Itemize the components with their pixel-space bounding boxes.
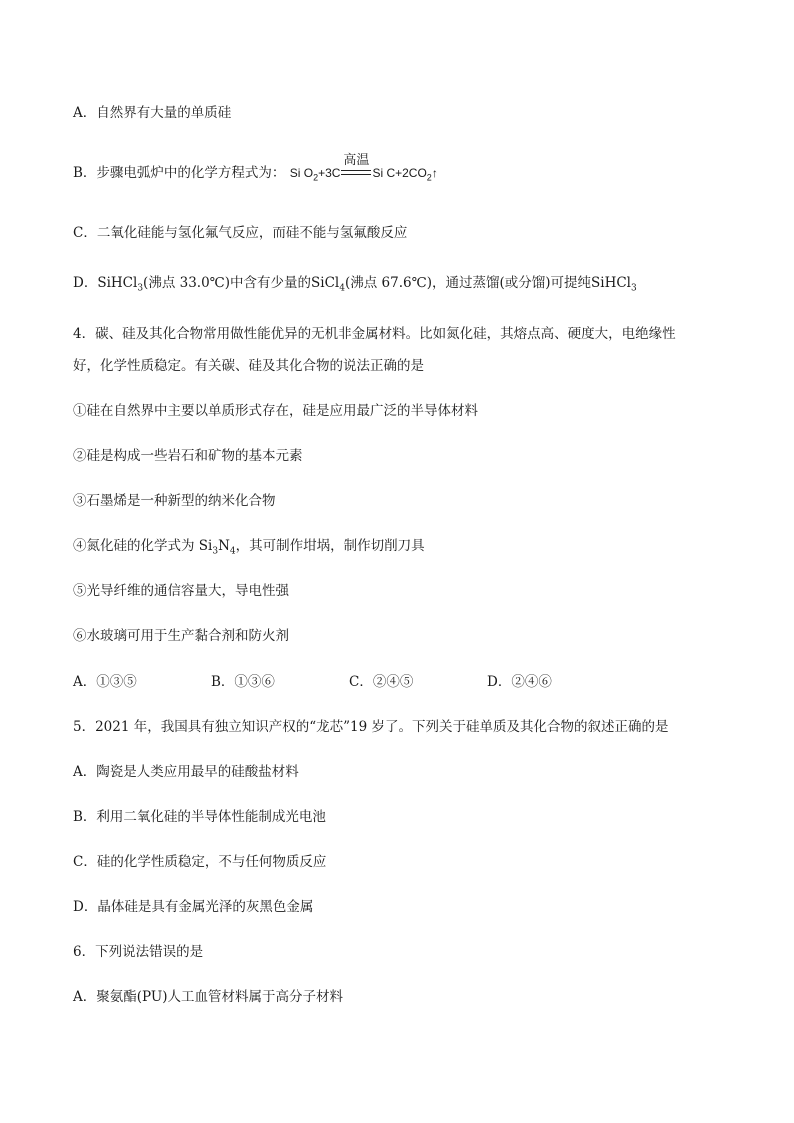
statement-4-sub1: 3 xyxy=(212,546,219,557)
option-a-line xyxy=(73,103,231,123)
question-4-line1 xyxy=(73,324,676,344)
eq-left: Si O xyxy=(289,166,314,180)
option-c[interactable]: C．②④⑤ xyxy=(349,674,414,690)
condition-text: 高温 xyxy=(343,153,370,168)
option-b-prefix: B．步骤电弧炉中的化学方程式为： xyxy=(73,165,286,181)
eq-sub1: 2 xyxy=(313,172,319,183)
option-d-a: D．SiHCl xyxy=(73,275,138,291)
question-5 xyxy=(73,717,669,737)
statement-5 xyxy=(73,581,289,601)
statement-5-text: ⑤光导纤维的通信容量大，导电性强 xyxy=(73,583,289,599)
question-4-options xyxy=(73,672,625,692)
eq-right: Si C+2CO xyxy=(372,166,427,180)
option-b-line xyxy=(73,153,438,187)
question-5-option-d-text: D．晶体硅是具有金属光泽的灰黑色金属 xyxy=(73,899,314,915)
statement-4-b: N xyxy=(218,538,230,554)
option-d-line xyxy=(73,273,637,299)
option-a[interactable]: A．①③⑤ xyxy=(73,674,137,690)
statement-4-sub2: 4 xyxy=(229,546,236,557)
eq-mid: +3C xyxy=(318,166,341,180)
statement-3 xyxy=(73,491,276,511)
statement-2-text: ②硅是构成一些岩石和矿物的基本元素 xyxy=(73,448,303,464)
question-5-option-c-text: C．硅的化学性质稳定，不与任何物质反应 xyxy=(73,854,327,870)
gas-arrow-icon: ↑ xyxy=(431,166,438,180)
question-5-option-c xyxy=(73,852,326,872)
chemical-equation xyxy=(289,153,438,187)
question-6-option-a xyxy=(73,987,343,1007)
option-b[interactable]: B．①③⑥ xyxy=(211,674,275,690)
option-d-sub1: 3 xyxy=(137,283,144,294)
option-d-sub3: 3 xyxy=(631,283,637,294)
statement-2 xyxy=(73,446,303,466)
question-6-option-a-text: A．聚氨酯(PU)人工血管材料属于高分子材料 xyxy=(73,989,344,1005)
statement-3-text: ③石墨烯是一种新型的纳米化合物 xyxy=(73,493,276,509)
option-c-text: C．二氧化硅能与氢化氟气反应，而硅不能与氢氟酸反应 xyxy=(73,225,408,241)
question-4-text-1: 4．碳、硅及其化合物常用做性能优异的无机非金属材料。比如氮化硅，其熔点高、硬度大，电绝缘性 xyxy=(73,326,676,342)
question-5-option-a-text: A．陶瓷是人类应用最早的硅酸盐材料 xyxy=(73,764,299,780)
question-6 xyxy=(73,942,203,962)
reaction-condition xyxy=(341,153,371,183)
question-4-line2 xyxy=(73,356,424,376)
statement-4-a: ④氮化硅的化学式为 Si xyxy=(73,538,213,554)
question-4-text-2: 好，化学性质稳定。有关碳、硅及其化合物的说法正确的是 xyxy=(73,358,424,374)
statement-1 xyxy=(73,401,478,421)
statement-6 xyxy=(73,626,289,646)
option-c-line xyxy=(73,223,407,243)
statement-4-c: ，其可制作坩埚，制作切削刀具 xyxy=(235,538,425,554)
option-d-b: (沸点 33.0℃)中含有少量的SiCl xyxy=(143,275,340,291)
option-d-c: (沸点 67.6℃)，通过蒸馏(或分馏)可提纯SiHCl xyxy=(344,275,631,291)
statement-4 xyxy=(73,536,425,562)
question-5-text: 5．2021 年，我国具有独立知识产权的“龙芯”19 岁了。下列关于硅单质及其化合物的叙述正确的是 xyxy=(73,719,669,735)
question-5-option-d xyxy=(73,897,313,917)
option-a-text: A．自然界有大量的单质硅 xyxy=(73,105,232,121)
statement-6-text: ⑥水玻璃可用于生产黏合剂和防火剂 xyxy=(73,628,289,644)
option-d[interactable]: D．②④⑥ xyxy=(487,674,552,690)
option-d-sub2: 4 xyxy=(339,283,345,294)
statement-1-text: ①硅在自然界中主要以单质形式存在，硅是应用最广泛的半导体材料 xyxy=(73,403,478,419)
question-5-option-b-text: B．利用二氧化硅的半导体性能制成光电池 xyxy=(73,809,326,825)
question-5-option-b xyxy=(73,807,326,827)
question-5-option-a xyxy=(73,762,299,782)
question-6-text: 6．下列说法错误的是 xyxy=(73,944,204,960)
eq-sub2: 2 xyxy=(426,172,432,183)
equals-bars xyxy=(341,170,371,175)
